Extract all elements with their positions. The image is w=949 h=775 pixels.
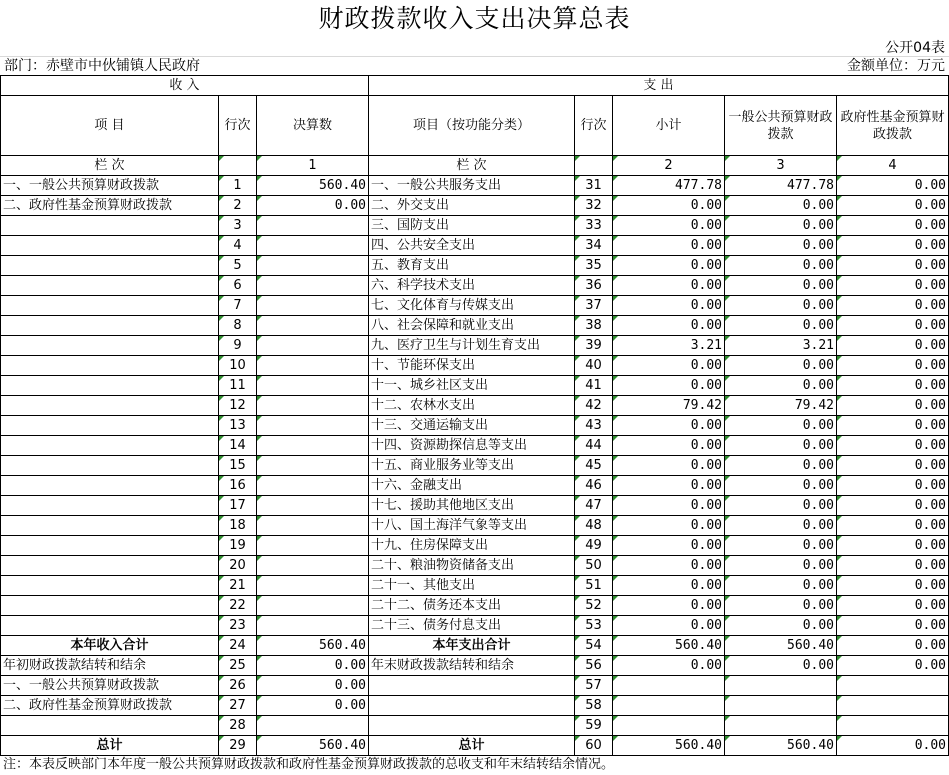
income-item-cell: [1, 316, 219, 336]
table-row: [1, 436, 949, 456]
income-item-cell: [1, 236, 219, 256]
table-row: [1, 496, 949, 516]
gov-fund-cell: [837, 716, 949, 736]
expense-line-cell: 60: [575, 736, 613, 756]
gov-fund-cell: 0.00: [837, 416, 949, 436]
expense-col-line: [575, 156, 613, 176]
table-row: [1, 396, 949, 416]
gov-fund-cell: 0.00: [837, 216, 949, 236]
expense-line-cell: 57: [575, 676, 613, 696]
gov-fund-cell: 0.00: [837, 456, 949, 476]
income-item-cell: [1, 356, 219, 376]
gov-fund-cell: 0.00: [837, 556, 949, 576]
general-budget-cell: 0.00: [725, 296, 837, 316]
general-budget-cell: 79.42: [725, 396, 837, 416]
expense-line-cell: 50: [575, 556, 613, 576]
expense-item-cell: 总计: [369, 736, 575, 756]
subtotal-cell: 0.00: [613, 576, 725, 596]
expense-item-cell: 十四、资源勘探信息等支出: [369, 436, 575, 456]
gov-fund-cell: 0.00: [837, 256, 949, 276]
col3-label: 3: [725, 156, 837, 176]
income-line-cell: 14: [219, 436, 257, 456]
expense-line-cell: 46: [575, 476, 613, 496]
general-budget-cell: [725, 676, 837, 696]
expense-item-cell: 十二、农林水支出: [369, 396, 575, 416]
expense-header: 支 出: [369, 76, 949, 96]
col1-label: 1: [257, 156, 369, 176]
expense-item-cell: 十三、交通运输支出: [369, 416, 575, 436]
income-line-cell: 9: [219, 336, 257, 356]
subtotal-cell: 560.40: [613, 636, 725, 656]
table-row: [1, 196, 949, 216]
expense-item-cell: 年末财政拨款结转和结余: [369, 656, 575, 676]
income-amount-cell: [257, 596, 369, 616]
general-budget-cell: 0.00: [725, 516, 837, 536]
income-line-cell: 13: [219, 416, 257, 436]
subtotal-cell: 0.00: [613, 496, 725, 516]
expense-line-cell: 36: [575, 276, 613, 296]
income-item-cell: [1, 576, 219, 596]
income-amount-cell: 0.00: [257, 196, 369, 216]
general-budget-cell: 0.00: [725, 456, 837, 476]
table-row: [1, 476, 949, 496]
expense-item-cell: 二、外交支出: [369, 196, 575, 216]
gov-fund-cell: 0.00: [837, 596, 949, 616]
expense-item-cell: 二十二、债务还本支出: [369, 596, 575, 616]
income-amount-cell: [257, 716, 369, 736]
general-budget-cell: 0.00: [725, 616, 837, 636]
income-col-line: [219, 156, 257, 176]
income-item-header: 项 目: [1, 96, 219, 156]
gov-fund-cell: 0.00: [837, 476, 949, 496]
general-budget-cell: 0.00: [725, 596, 837, 616]
expense-line-cell: 38: [575, 316, 613, 336]
expense-item-cell: 六、科学技术支出: [369, 276, 575, 296]
gov-fund-cell: 0.00: [837, 616, 949, 636]
income-amount-cell: [257, 456, 369, 476]
table-row: [1, 276, 949, 296]
table-row: [1, 296, 949, 316]
table-row: [1, 236, 949, 256]
income-amount-cell: [257, 496, 369, 516]
expense-line-cell: 40: [575, 356, 613, 376]
table-row: [1, 656, 949, 676]
subtotal-cell: 0.00: [613, 216, 725, 236]
table-row: [1, 696, 949, 716]
expense-item-cell: 八、社会保障和就业支出: [369, 316, 575, 336]
general-budget-cell: 0.00: [725, 436, 837, 456]
expense-item-cell: 二十三、债务付息支出: [369, 616, 575, 636]
expense-item-cell: [369, 716, 575, 736]
expense-line-cell: 35: [575, 256, 613, 276]
expense-line-cell: 56: [575, 656, 613, 676]
table-row: [1, 676, 949, 696]
income-line-cell: 19: [219, 536, 257, 556]
gov-fund-cell: 0.00: [837, 496, 949, 516]
income-amount-cell: 0.00: [257, 656, 369, 676]
table-row: [1, 516, 949, 536]
income-item-cell: 年初财政拨款结转和结余: [1, 656, 219, 676]
income-item-cell: [1, 256, 219, 276]
gov-fund-cell: [837, 676, 949, 696]
income-amount-cell: [257, 576, 369, 596]
income-amount-cell: [257, 256, 369, 276]
gov-fund-cell: 0.00: [837, 536, 949, 556]
expense-item-cell: 本年支出合计: [369, 636, 575, 656]
gov-fund-cell: 0.00: [837, 436, 949, 456]
subtotal-cell: 0.00: [613, 456, 725, 476]
general-budget-header: 一般公共预算财政拨款: [725, 96, 837, 156]
subtotal-header: 小计: [613, 96, 725, 156]
table-row: [1, 456, 949, 476]
subtotal-cell: 0.00: [613, 656, 725, 676]
income-item-cell: 本年收入合计: [1, 636, 219, 656]
income-header: 收 入: [1, 76, 369, 96]
expense-line-cell: 58: [575, 696, 613, 716]
subtotal-cell: 0.00: [613, 436, 725, 456]
general-budget-cell: 0.00: [725, 196, 837, 216]
subtotal-cell: 0.00: [613, 376, 725, 396]
table-row: [1, 216, 949, 236]
subtotal-cell: 0.00: [613, 596, 725, 616]
expense-line-cell: 37: [575, 296, 613, 316]
subtotal-cell: [613, 716, 725, 736]
general-budget-cell: 0.00: [725, 356, 837, 376]
income-amount-cell: [257, 376, 369, 396]
gov-fund-cell: 0.00: [837, 276, 949, 296]
income-item-cell: [1, 436, 219, 456]
expense-item-cell: [369, 676, 575, 696]
subtotal-cell: 0.00: [613, 356, 725, 376]
expense-line-cell: 53: [575, 616, 613, 636]
general-budget-cell: 0.00: [725, 656, 837, 676]
department-label: 部门：赤壁市中伙铺镇人民政府: [4, 58, 200, 74]
income-item-cell: [1, 516, 219, 536]
expense-line-cell: 34: [575, 236, 613, 256]
income-item-cell: [1, 616, 219, 636]
general-budget-cell: 0.00: [725, 536, 837, 556]
budget-table: [0, 75, 949, 756]
income-line-cell: 3: [219, 216, 257, 236]
gov-fund-cell: 0.00: [837, 176, 949, 196]
footnote: 注：本表反映部门本年度一般公共预算财政拨款和政府性基金预算财政拨款的总收支和年末结转结余情况。: [3, 757, 615, 772]
general-budget-cell: 3.21: [725, 336, 837, 356]
income-item-cell: [1, 716, 219, 736]
income-amount-cell: [257, 336, 369, 356]
gov-fund-cell: 0.00: [837, 376, 949, 396]
subtotal-cell: 0.00: [613, 256, 725, 276]
income-item-cell: [1, 276, 219, 296]
income-line-cell: 11: [219, 376, 257, 396]
general-budget-cell: 0.00: [725, 376, 837, 396]
income-line-cell: 25: [219, 656, 257, 676]
general-budget-cell: 0.00: [725, 576, 837, 596]
income-item-cell: [1, 416, 219, 436]
gov-fund-header: 政府性基金预算财政拨款: [837, 96, 949, 156]
gov-fund-cell: 0.00: [837, 296, 949, 316]
subtotal-cell: 0.00: [613, 416, 725, 436]
expense-item-cell: 十八、国土海洋气象等支出: [369, 516, 575, 536]
income-line-header: 行次: [219, 96, 257, 156]
expense-item-cell: 十一、城乡社区支出: [369, 376, 575, 396]
col2-label: 2: [613, 156, 725, 176]
income-item-cell: [1, 376, 219, 396]
income-line-cell: 18: [219, 516, 257, 536]
expense-col-label: 栏 次: [369, 156, 575, 176]
subtotal-cell: 3.21: [613, 336, 725, 356]
expense-item-cell: 九、医疗卫生与计划生育支出: [369, 336, 575, 356]
income-amount-cell: [257, 236, 369, 256]
general-budget-cell: 0.00: [725, 256, 837, 276]
income-line-cell: 2: [219, 196, 257, 216]
income-amount-cell: 560.40: [257, 736, 369, 756]
general-budget-cell: [725, 696, 837, 716]
expense-line-cell: 49: [575, 536, 613, 556]
income-col-label: 栏 次: [1, 156, 219, 176]
income-line-cell: 28: [219, 716, 257, 736]
subtotal-cell: 0.00: [613, 536, 725, 556]
unit-label: 金额单位：万元: [847, 58, 945, 74]
table-row: [1, 256, 949, 276]
income-amount-cell: 0.00: [257, 696, 369, 716]
general-budget-cell: 560.40: [725, 736, 837, 756]
income-line-cell: 1: [219, 176, 257, 196]
expense-item-cell: 二十一、其他支出: [369, 576, 575, 596]
table-row: [1, 376, 949, 396]
expense-item-cell: 三、国防支出: [369, 216, 575, 236]
final-amount-header: 决算数: [257, 96, 369, 156]
expense-line-cell: 51: [575, 576, 613, 596]
general-budget-cell: 0.00: [725, 476, 837, 496]
income-item-cell: 一、一般公共预算财政拨款: [1, 176, 219, 196]
gov-fund-cell: [837, 696, 949, 716]
income-amount-cell: [257, 396, 369, 416]
income-line-cell: 22: [219, 596, 257, 616]
func-item-header: 项目（按功能分类）: [369, 96, 575, 156]
income-line-cell: 8: [219, 316, 257, 336]
expense-item-cell: 七、文化体育与传媒支出: [369, 296, 575, 316]
income-line-cell: 20: [219, 556, 257, 576]
gov-fund-cell: 0.00: [837, 396, 949, 416]
income-amount-cell: [257, 516, 369, 536]
subtotal-cell: 0.00: [613, 516, 725, 536]
income-line-cell: 6: [219, 276, 257, 296]
income-item-cell: [1, 556, 219, 576]
table-row: [1, 176, 949, 196]
income-line-cell: 21: [219, 576, 257, 596]
income-amount-cell: [257, 556, 369, 576]
income-amount-cell: [257, 316, 369, 336]
table-row: [1, 336, 949, 356]
income-amount-cell: 560.40: [257, 636, 369, 656]
income-item-cell: [1, 596, 219, 616]
table-row: [1, 596, 949, 616]
table-row: [1, 536, 949, 556]
gov-fund-cell: 0.00: [837, 516, 949, 536]
income-item-cell: [1, 216, 219, 236]
expense-item-cell: 五、教育支出: [369, 256, 575, 276]
expense-item-cell: 十、节能环保支出: [369, 356, 575, 376]
general-budget-cell: 0.00: [725, 556, 837, 576]
income-line-cell: 7: [219, 296, 257, 316]
income-item-cell: 二、政府性基金预算财政拨款: [1, 696, 219, 716]
income-item-cell: 二、政府性基金预算财政拨款: [1, 196, 219, 216]
income-amount-cell: [257, 276, 369, 296]
expense-item-cell: 四、公共安全支出: [369, 236, 575, 256]
income-amount-cell: [257, 216, 369, 236]
expense-line-cell: 33: [575, 216, 613, 236]
gov-fund-cell: 0.00: [837, 356, 949, 376]
income-line-cell: 15: [219, 456, 257, 476]
table-row: [1, 716, 949, 736]
income-amount-cell: [257, 436, 369, 456]
income-item-cell: [1, 336, 219, 356]
expense-line-cell: 47: [575, 496, 613, 516]
income-line-cell: 4: [219, 236, 257, 256]
expense-item-cell: 十九、住房保障支出: [369, 536, 575, 556]
subtotal-cell: 0.00: [613, 236, 725, 256]
income-line-cell: 12: [219, 396, 257, 416]
general-budget-cell: 0.00: [725, 276, 837, 296]
expense-line-cell: 48: [575, 516, 613, 536]
general-budget-cell: 0.00: [725, 316, 837, 336]
expense-item-cell: 十六、金融支出: [369, 476, 575, 496]
general-budget-cell: 0.00: [725, 216, 837, 236]
income-item-cell: [1, 496, 219, 516]
income-line-cell: 10: [219, 356, 257, 376]
expense-line-header: 行次: [575, 96, 613, 156]
table-row: [1, 576, 949, 596]
gov-fund-cell: 0.00: [837, 736, 949, 756]
expense-line-cell: 32: [575, 196, 613, 216]
form-code: 公开04表: [885, 40, 945, 56]
table-row: [1, 636, 949, 656]
income-line-cell: 24: [219, 636, 257, 656]
subtotal-cell: 477.78: [613, 176, 725, 196]
subtotal-cell: 560.40: [613, 736, 725, 756]
income-line-cell: 23: [219, 616, 257, 636]
income-amount-cell: [257, 416, 369, 436]
expense-line-cell: 43: [575, 416, 613, 436]
income-amount-cell: [257, 476, 369, 496]
table-row: [1, 416, 949, 436]
table-row: [1, 736, 949, 756]
expense-line-cell: 54: [575, 636, 613, 656]
expense-line-cell: 45: [575, 456, 613, 476]
income-amount-cell: [257, 296, 369, 316]
table-row: [1, 356, 949, 376]
gov-fund-cell: 0.00: [837, 576, 949, 596]
gov-fund-cell: 0.00: [837, 196, 949, 216]
subtotal-cell: 0.00: [613, 616, 725, 636]
table-row: [1, 556, 949, 576]
income-amount-cell: 560.40: [257, 176, 369, 196]
table-row: [1, 316, 949, 336]
general-budget-cell: 477.78: [725, 176, 837, 196]
general-budget-cell: 0.00: [725, 496, 837, 516]
subtotal-cell: 0.00: [613, 476, 725, 496]
expense-line-cell: 52: [575, 596, 613, 616]
gov-fund-cell: 0.00: [837, 636, 949, 656]
col4-label: 4: [837, 156, 949, 176]
general-budget-cell: 0.00: [725, 236, 837, 256]
income-line-cell: 17: [219, 496, 257, 516]
income-item-cell: [1, 456, 219, 476]
gov-fund-cell: 0.00: [837, 316, 949, 336]
subtotal-cell: 0.00: [613, 276, 725, 296]
income-line-cell: 5: [219, 256, 257, 276]
expense-line-cell: 42: [575, 396, 613, 416]
expense-item-cell: [369, 696, 575, 716]
income-amount-cell: [257, 356, 369, 376]
expense-line-cell: 44: [575, 436, 613, 456]
income-item-cell: [1, 536, 219, 556]
expense-line-cell: 31: [575, 176, 613, 196]
general-budget-cell: 0.00: [725, 416, 837, 436]
page-title: 财政拨款收入支出决算总表: [318, 4, 631, 33]
income-line-cell: 27: [219, 696, 257, 716]
subtotal-cell: 0.00: [613, 196, 725, 216]
general-budget-cell: 560.40: [725, 636, 837, 656]
expense-line-cell: 39: [575, 336, 613, 356]
subtotal-cell: 0.00: [613, 316, 725, 336]
income-item-cell: [1, 396, 219, 416]
subtotal-cell: [613, 676, 725, 696]
gov-fund-cell: 0.00: [837, 656, 949, 676]
income-item-cell: [1, 476, 219, 496]
expense-line-cell: 59: [575, 716, 613, 736]
general-budget-cell: [725, 716, 837, 736]
income-amount-cell: [257, 616, 369, 636]
income-amount-cell: [257, 536, 369, 556]
expense-item-cell: 二十、粮油物资储备支出: [369, 556, 575, 576]
subtotal-cell: 0.00: [613, 556, 725, 576]
income-item-cell: 总计: [1, 736, 219, 756]
income-line-cell: 26: [219, 676, 257, 696]
subtotal-cell: 79.42: [613, 396, 725, 416]
subtotal-cell: [613, 696, 725, 716]
income-line-cell: 16: [219, 476, 257, 496]
gov-fund-cell: 0.00: [837, 236, 949, 256]
income-item-cell: [1, 296, 219, 316]
income-item-cell: 一、一般公共预算财政拨款: [1, 676, 219, 696]
expense-line-cell: 41: [575, 376, 613, 396]
expense-item-cell: 十七、援助其他地区支出: [369, 496, 575, 516]
table-row: [1, 616, 949, 636]
expense-item-cell: 一、一般公共服务支出: [369, 176, 575, 196]
expense-item-cell: 十五、商业服务业等支出: [369, 456, 575, 476]
subtotal-cell: 0.00: [613, 296, 725, 316]
income-line-cell: 29: [219, 736, 257, 756]
gov-fund-cell: 0.00: [837, 336, 949, 356]
income-amount-cell: 0.00: [257, 676, 369, 696]
